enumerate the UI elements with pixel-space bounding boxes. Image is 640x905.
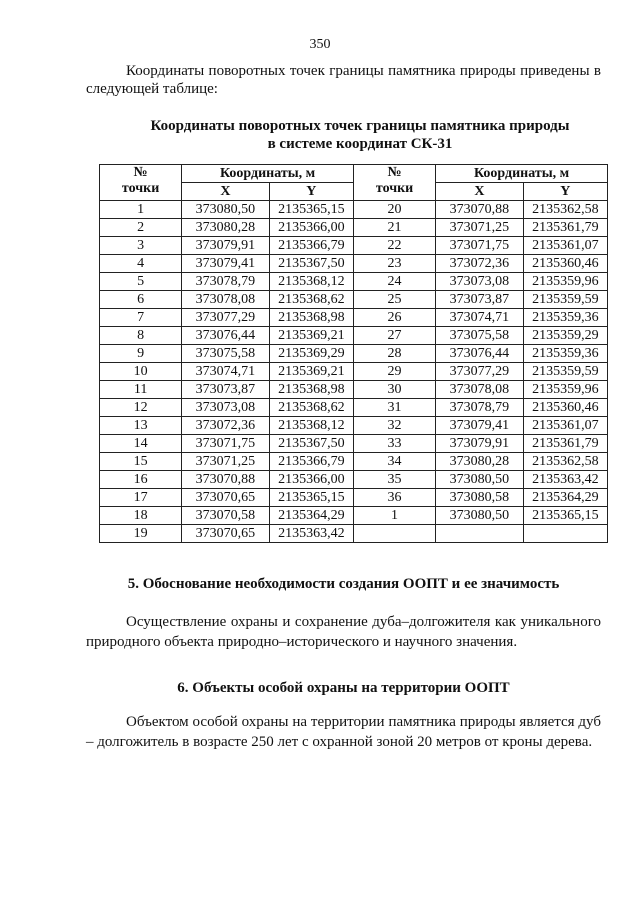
left-coord-x-cell: 373072,36 bbox=[182, 417, 270, 435]
table-row bbox=[100, 471, 608, 489]
table-row bbox=[100, 201, 608, 219]
left-coord-y-cell: 2135367,50 bbox=[269, 435, 353, 453]
left-point-number-cell: 13 bbox=[100, 417, 182, 435]
table-row bbox=[100, 381, 608, 399]
right-coord-x-cell: 373080,50 bbox=[436, 507, 524, 525]
left-coord-y-cell: 2135366,79 bbox=[269, 237, 353, 255]
right-point-number-cell: 35 bbox=[353, 471, 435, 489]
right-coord-y-cell: 2135359,59 bbox=[523, 363, 607, 381]
left-coord-x-cell: 373078,79 bbox=[182, 273, 270, 291]
table-row bbox=[100, 417, 608, 435]
table-row bbox=[100, 363, 608, 381]
right-coord-y-cell: 2135359,36 bbox=[523, 309, 607, 327]
left-point-number-cell: 17 bbox=[100, 489, 182, 507]
right-coord-y-cell: 2135359,96 bbox=[523, 273, 607, 291]
coordinates-table bbox=[99, 164, 608, 543]
right-point-number-cell bbox=[353, 525, 435, 543]
left-coord-x-cell: 373070,88 bbox=[182, 471, 270, 489]
section-5-title: 5. Обоснование необходимости создания ООПТ и ее значимость bbox=[127, 576, 560, 592]
table-row bbox=[100, 237, 608, 255]
table-title bbox=[90, 117, 630, 153]
right-point-number-cell: 30 bbox=[353, 381, 435, 399]
header-y-left: Y bbox=[269, 183, 353, 201]
left-coord-y-cell: 2135367,50 bbox=[269, 255, 353, 273]
left-coord-x-cell: 373076,44 bbox=[182, 327, 270, 345]
right-coord-x-cell: 373080,28 bbox=[436, 453, 524, 471]
left-coord-y-cell: 2135366,00 bbox=[269, 471, 353, 489]
left-point-number-cell: 12 bbox=[100, 399, 182, 417]
right-coord-y-cell: 2135359,36 bbox=[523, 345, 607, 363]
table-row bbox=[100, 327, 608, 345]
right-coord-x-cell: 373072,36 bbox=[436, 255, 524, 273]
right-coord-y-cell: 2135360,46 bbox=[523, 255, 607, 273]
right-point-number-cell: 34 bbox=[353, 453, 435, 471]
right-coord-x-cell: 373073,87 bbox=[436, 291, 524, 309]
left-coord-x-cell: 373073,08 bbox=[182, 399, 270, 417]
right-coord-y-cell: 2135365,15 bbox=[523, 507, 607, 525]
left-point-number-cell: 11 bbox=[100, 381, 182, 399]
right-point-number-cell: 29 bbox=[353, 363, 435, 381]
table-row bbox=[100, 219, 608, 237]
right-coord-x-cell: 373070,88 bbox=[436, 201, 524, 219]
right-coord-y-cell: 2135359,96 bbox=[523, 381, 607, 399]
right-coord-x-cell: 373077,29 bbox=[436, 363, 524, 381]
right-coord-y-cell: 2135362,58 bbox=[523, 453, 607, 471]
left-coord-y-cell: 2135368,62 bbox=[269, 399, 353, 417]
table-row bbox=[100, 345, 608, 363]
right-coord-x-cell: 373078,08 bbox=[436, 381, 524, 399]
table-row bbox=[100, 435, 608, 453]
left-point-number-cell: 10 bbox=[100, 363, 182, 381]
left-coord-x-cell: 373070,65 bbox=[182, 525, 270, 543]
left-coord-y-cell: 2135365,15 bbox=[269, 201, 353, 219]
left-coord-x-cell: 373071,25 bbox=[182, 453, 270, 471]
right-point-number-cell: 25 bbox=[353, 291, 435, 309]
header-coords-left: Координаты, м bbox=[182, 165, 354, 183]
right-coord-x-cell: 373080,58 bbox=[436, 489, 524, 507]
left-coord-y-cell: 2135368,12 bbox=[269, 273, 353, 291]
left-point-number-cell: 6 bbox=[100, 291, 182, 309]
right-point-number-cell: 22 bbox=[353, 237, 435, 255]
left-coord-y-cell: 2135366,79 bbox=[269, 453, 353, 471]
left-coord-x-cell: 373079,91 bbox=[182, 237, 270, 255]
right-coord-y-cell: 2135361,79 bbox=[523, 435, 607, 453]
header-point-number-left bbox=[100, 165, 182, 201]
left-coord-y-cell: 2135368,62 bbox=[269, 291, 353, 309]
right-coord-y-cell: 2135359,29 bbox=[523, 327, 607, 345]
table-row bbox=[100, 291, 608, 309]
table-row bbox=[100, 453, 608, 471]
page-number: 350 bbox=[309, 37, 331, 52]
right-coord-x-cell: 373075,58 bbox=[436, 327, 524, 345]
right-coord-x-cell: 373080,50 bbox=[436, 471, 524, 489]
left-coord-x-cell: 373073,87 bbox=[182, 381, 270, 399]
left-point-number-cell: 7 bbox=[100, 309, 182, 327]
header-point-number-right bbox=[353, 165, 435, 201]
header-num-label: точки bbox=[375, 181, 414, 196]
table-row bbox=[100, 255, 608, 273]
left-coord-y-cell: 2135368,98 bbox=[269, 381, 353, 399]
right-coord-x-cell: 373079,91 bbox=[436, 435, 524, 453]
right-point-number-cell: 28 bbox=[353, 345, 435, 363]
table-row bbox=[100, 273, 608, 291]
right-coord-y-cell: 2135364,29 bbox=[523, 489, 607, 507]
header-x-right: X bbox=[436, 183, 524, 201]
left-coord-y-cell: 2135369,21 bbox=[269, 327, 353, 345]
left-point-number-cell: 8 bbox=[100, 327, 182, 345]
right-coord-y-cell bbox=[523, 525, 607, 543]
table-row bbox=[100, 489, 608, 507]
right-point-number-cell: 24 bbox=[353, 273, 435, 291]
right-coord-y-cell: 2135359,59 bbox=[523, 291, 607, 309]
section-6 bbox=[86, 678, 601, 752]
right-point-number-cell: 32 bbox=[353, 417, 435, 435]
header-num-symbol: № bbox=[133, 165, 148, 180]
left-coord-y-cell: 2135368,98 bbox=[269, 309, 353, 327]
header-num-label: точки bbox=[121, 181, 160, 196]
left-point-number-cell: 5 bbox=[100, 273, 182, 291]
left-point-number-cell: 1 bbox=[100, 201, 182, 219]
right-coord-x-cell: 373071,75 bbox=[436, 237, 524, 255]
right-coord-x-cell: 373078,79 bbox=[436, 399, 524, 417]
left-coord-y-cell: 2135368,12 bbox=[269, 417, 353, 435]
left-coord-y-cell: 2135366,00 bbox=[269, 219, 353, 237]
right-coord-y-cell: 2135363,42 bbox=[523, 471, 607, 489]
right-point-number-cell: 27 bbox=[353, 327, 435, 345]
left-coord-x-cell: 373071,75 bbox=[182, 435, 270, 453]
left-coord-x-cell: 373077,29 bbox=[182, 309, 270, 327]
header-x-left: X bbox=[182, 183, 270, 201]
left-point-number-cell: 16 bbox=[100, 471, 182, 489]
left-coord-x-cell: 373074,71 bbox=[182, 363, 270, 381]
left-point-number-cell: 15 bbox=[100, 453, 182, 471]
section-5-text: Осуществление охраны и сохранение дуба–долгожителя как уникального природного объекта природно–исторического и научного значения. bbox=[86, 614, 601, 650]
left-coord-y-cell: 2135369,29 bbox=[269, 345, 353, 363]
right-coord-x-cell: 373079,41 bbox=[436, 417, 524, 435]
header-num-symbol: № bbox=[387, 165, 402, 180]
right-point-number-cell: 36 bbox=[353, 489, 435, 507]
table-row bbox=[100, 507, 608, 525]
left-point-number-cell: 4 bbox=[100, 255, 182, 273]
header-y-right: Y bbox=[523, 183, 607, 201]
left-coord-x-cell: 373078,08 bbox=[182, 291, 270, 309]
right-coord-y-cell: 2135360,46 bbox=[523, 399, 607, 417]
left-coord-x-cell: 373070,65 bbox=[182, 489, 270, 507]
right-coord-x-cell: 373071,25 bbox=[436, 219, 524, 237]
right-coord-x-cell bbox=[436, 525, 524, 543]
right-point-number-cell: 23 bbox=[353, 255, 435, 273]
left-coord-y-cell: 2135369,21 bbox=[269, 363, 353, 381]
left-point-number-cell: 3 bbox=[100, 237, 182, 255]
right-point-number-cell: 26 bbox=[353, 309, 435, 327]
left-point-number-cell: 9 bbox=[100, 345, 182, 363]
right-coord-y-cell: 2135362,58 bbox=[523, 201, 607, 219]
right-coord-y-cell: 2135361,79 bbox=[523, 219, 607, 237]
table-row bbox=[100, 399, 608, 417]
section-5 bbox=[86, 574, 601, 652]
section-6-text: Объектом особой охраны на территории памятника природы является дуб – долгожитель в возрасте 250 лет с охранной зоной 20 метров от кроны дерева. bbox=[86, 714, 601, 750]
right-coord-y-cell: 2135361,07 bbox=[523, 237, 607, 255]
left-coord-y-cell: 2135365,15 bbox=[269, 489, 353, 507]
left-coord-y-cell: 2135363,42 bbox=[269, 525, 353, 543]
table-title-line2: в системе координат СК-31 bbox=[267, 136, 453, 152]
left-coord-x-cell: 373079,41 bbox=[182, 255, 270, 273]
coordinates-table-body bbox=[100, 201, 608, 543]
intro-paragraph: Координаты поворотных точек границы памятника природы приведены в следующей таблице: bbox=[86, 63, 601, 97]
right-point-number-cell: 33 bbox=[353, 435, 435, 453]
right-coord-y-cell: 2135361,07 bbox=[523, 417, 607, 435]
section-6-title: 6. Объекты особой охраны на территории ООПТ bbox=[177, 680, 510, 696]
left-coord-y-cell: 2135364,29 bbox=[269, 507, 353, 525]
header-coords-right: Координаты, м bbox=[436, 165, 608, 183]
table-row bbox=[100, 525, 608, 543]
left-point-number-cell: 14 bbox=[100, 435, 182, 453]
table-title-line1: Координаты поворотных точек границы памятника природы bbox=[150, 118, 570, 134]
left-coord-x-cell: 373075,58 bbox=[182, 345, 270, 363]
left-point-number-cell: 18 bbox=[100, 507, 182, 525]
left-coord-x-cell: 373080,50 bbox=[182, 201, 270, 219]
left-coord-x-cell: 373080,28 bbox=[182, 219, 270, 237]
left-point-number-cell: 2 bbox=[100, 219, 182, 237]
right-point-number-cell: 31 bbox=[353, 399, 435, 417]
table-row bbox=[100, 309, 608, 327]
right-coord-x-cell: 373076,44 bbox=[436, 345, 524, 363]
right-coord-x-cell: 373074,71 bbox=[436, 309, 524, 327]
right-coord-x-cell: 373073,08 bbox=[436, 273, 524, 291]
left-coord-x-cell: 373070,58 bbox=[182, 507, 270, 525]
right-point-number-cell: 1 bbox=[353, 507, 435, 525]
right-point-number-cell: 20 bbox=[353, 201, 435, 219]
left-point-number-cell: 19 bbox=[100, 525, 182, 543]
right-point-number-cell: 21 bbox=[353, 219, 435, 237]
